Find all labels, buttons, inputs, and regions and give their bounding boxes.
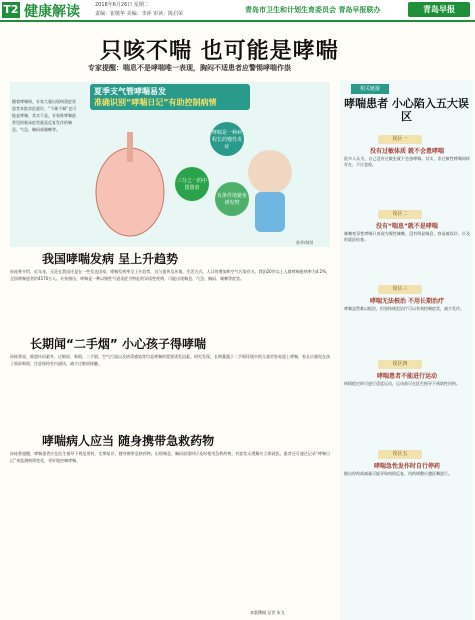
myth-label-4: 误区四 xyxy=(378,360,422,369)
myth-label-2: 误区二 xyxy=(378,210,422,219)
headline-title: 只咳不喘 也可能是哮喘 xyxy=(100,39,339,64)
byline: 本版撰稿 记者 朱飞 xyxy=(250,610,285,615)
section-heading-1: 我国哮喘发病 呈上升趋势 xyxy=(42,252,179,266)
page-header xyxy=(0,0,475,22)
date-line: 2018年6月26日 星期二 xyxy=(95,2,149,8)
infographic-credit: 新华/制图 xyxy=(296,240,314,245)
headline-subtitle: 专家提醒：喘息不是哮喘唯一表现，胸闷不适患者应警惕哮喘作祟 xyxy=(88,64,291,72)
myth-text-3: 哮喘虽然难以根治，但坚持规范治疗可以有效控制症状，减少发作。 xyxy=(344,306,464,311)
myth-text-4: 病情稳定时可进行适度运动，运动前可在医生指导下预防性用药。 xyxy=(344,381,460,386)
section-heading-3: 哮喘病人应当 随身携带急救药物 xyxy=(42,434,215,448)
myth-label-1: 误区一 xyxy=(378,135,422,144)
editor-line: 责编：崔敬华 美编：李萍 审读：陈启荣 xyxy=(95,11,184,17)
myth-heading-3: 哮喘无法根治 不用长期治疗 xyxy=(369,298,445,305)
info-bubble-3: 有条件地避免诱发物 xyxy=(215,182,249,216)
myth-heading-5: 哮喘急性发作时自行停药 xyxy=(373,463,440,470)
myth-label-5: 误区五 xyxy=(378,450,422,459)
myth-label-3: 误区三 xyxy=(378,285,422,294)
myth-heading-2: 没有“喘息”就不是哮喘 xyxy=(376,223,438,230)
myth-text-5: 擅自停药或减量可能导致病情反复，用药调整应遵医嘱进行。 xyxy=(344,471,452,476)
header-slogan: 青岛市卫生和计划生育委员会 青岛早报联办 xyxy=(245,6,381,14)
banner-line-1: 夏季支气管哮喘易发 xyxy=(94,87,166,96)
info-bubble-2: 三分之一的中国患者 xyxy=(175,167,209,201)
section-text-3: 孙桂香提醒，哮喘患者应在医生指导下规范用药，定期复诊，随身携带急救药物。出现喘息、胸闷加重时应及时使用急救药物，若症状无缓解应立即就医。患者还可通过记录“哮喘日记”来监测病情变化，更好地控制哮喘。 xyxy=(10,451,330,463)
page-number: T2 xyxy=(3,3,19,16)
section-text-2: 孙桂香说，除遗传因素外，过敏原、吸烟、二手烟、空气污染以及病毒感染等均是哮喘的重要诱发因素。研究发现，长期暴露于二手烟环境中的儿童更容易患上哮喘，家长应避免在孩子面前吸烟，注意保持室内通风，减少过敏原接触。 xyxy=(10,354,330,366)
sidebar-tag: 相关链接 xyxy=(351,84,389,94)
myth-heading-1: 没有过敏体质 就不会患哮喘 xyxy=(369,148,445,155)
myth-text-1: 很多人认为，自己没有过敏史就不会患哮喘。其实，非过敏性哮喘同样存在，不应忽视。 xyxy=(344,156,470,167)
section-title: 健康解读 xyxy=(24,4,80,20)
myth-text-2: 咳嗽变异性哮喘只表现为慢性咳嗽，没有明显喘息，容易被误诊，应及时就医检查。 xyxy=(344,231,470,242)
infographic-intro: 随着哮喘病，专家大量出现病重症状患者来院求医就诊，“不咳不喘”也可能是哮喘，其实不是，专家称哮喘最常见的临床症状就是反复发作的喘息、气急、胸闷或咳嗽等。 xyxy=(12,99,77,132)
info-bubble-1: 哮喘是一种病程长的慢性炎症 xyxy=(210,122,244,156)
section-text-1: 孙桂香介绍，近年来，无论在我国还是在一些发达国家，哮喘发病率呈上升趋势，这与遗传及环境、生活方式、人口的增加和空气污染有关。我国20岁以上人群哮喘患病率为4.2%，全国哮喘患者约4570万人。专家指出，哮喘是一种以慢性气道炎症为特征的异质性疾病，可能出现喘息、气急、胸闷、咳嗽等症状。 xyxy=(10,269,330,281)
section-heading-2: 长期闻“二手烟” 小心孩子得哮喘 xyxy=(30,337,206,351)
infographic-banner xyxy=(90,84,250,110)
newspaper-logo: 青岛早报 xyxy=(408,2,470,17)
banner-line-2: 准确识别“哮喘日记”有助控制病情 xyxy=(94,98,217,107)
sidebar-title: 哮喘患者 小心陷入五大误区 xyxy=(344,97,469,123)
infographic-diagram xyxy=(90,112,325,244)
myth-heading-4: 哮喘患者不能进行运动 xyxy=(376,373,437,380)
